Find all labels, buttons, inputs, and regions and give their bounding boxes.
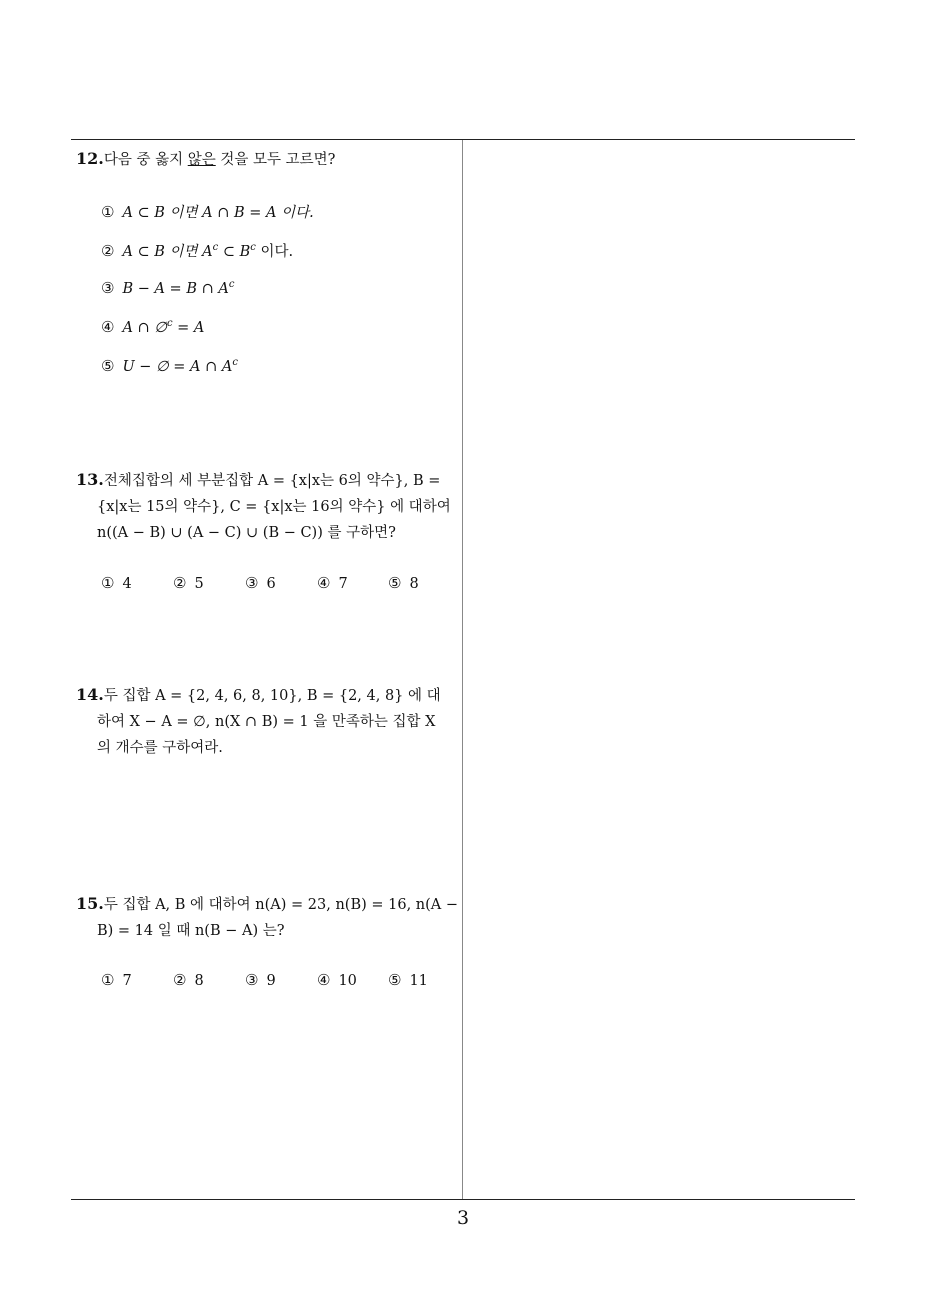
question-14-line-1 [76,682,458,709]
choice-text-mid: = A [172,320,205,336]
choice-text: A ⊂ B 이면 A [122,244,213,260]
question-number: 15. [76,894,104,913]
q15-option-5[interactable] [388,971,428,989]
q13-option-1[interactable] [101,574,132,592]
choice-mark: ④ [317,971,331,989]
question-15-line-1 [76,891,458,918]
choice-text-end: 이다. [255,244,294,260]
stem-underlined-word: 않은 [187,152,216,168]
choice-value: 6 [266,576,276,592]
question-12 [76,146,458,173]
choice-value: 11 [409,973,428,989]
stem-text: 두 집합 A, B 에 대하여 n(A) = 23, n(B) = 16, n(A − [103,897,459,913]
choice-text: A ⊂ B 이면 A ∩ B = A 이다. [122,205,314,221]
question-15 [76,891,458,944]
question-14 [76,682,458,761]
superscript: c [250,242,256,254]
superscript: c [212,242,219,254]
choice-mark: ③ [101,279,115,297]
question-13-line-3: n((A − B) ∪ (A − C) ∪ (B − C)) 를 구하면? [97,525,396,541]
top-rule [71,139,855,140]
question-14-line-2: 하여 X − A = ∅, n(X ∩ B) = 1 을 만족하는 집합 X [97,714,436,730]
q12-option-2[interactable] [101,240,293,261]
choice-mark: ② [173,971,187,989]
stem-text: 전체집합의 세 부분집합 A = {x|x는 6의 약수}, B = [103,473,441,489]
question-number: 14. [76,685,104,704]
superscript: c [228,279,235,291]
question-14-line-3: 의 개수를 구하여라. [97,740,223,756]
column-divider [462,140,463,1200]
choice-mark: ④ [317,574,331,592]
superscript: c [232,357,238,369]
stem-text-post: 것을 모두 고르면? [215,152,336,168]
stem-text-pre: 다음 중 옳지 [103,152,188,168]
choice-mark: ⑤ [388,971,402,989]
q12-option-3[interactable] [101,279,234,297]
choice-mark: ② [173,574,187,592]
choice-value: 8 [194,973,204,989]
q15-option-4[interactable] [317,971,357,989]
choice-value: 10 [338,973,357,989]
choice-mark: ⑤ [101,357,115,375]
question-number: 13. [76,470,104,489]
question-12-stem [76,146,458,173]
choice-value: 7 [338,576,348,592]
q12-option-4[interactable] [101,318,204,336]
choice-text: U − ∅ = A ∩ A [122,359,233,375]
choice-mark: ② [101,242,115,260]
q12-option-5[interactable] [101,357,238,375]
choice-text: B − A = B ∩ A [122,281,229,297]
choice-value: 7 [122,973,132,989]
choice-value: 9 [266,973,276,989]
stem-text: 두 집합 A = {2, 4, 6, 8, 10}, B = {2, 4, 8} 에 대 [103,688,441,704]
choice-mark: ① [101,203,115,221]
choice-text: A ∩ ∅ [122,320,167,336]
question-13-line-1 [76,467,458,494]
superscript: c [166,318,173,330]
choice-value: 8 [409,576,419,592]
q15-option-3[interactable] [245,971,276,989]
choice-value: 4 [122,576,132,592]
choice-mark: ① [101,971,115,989]
page-number: 3 [456,1207,470,1229]
question-number: 12. [76,149,104,168]
q13-option-3[interactable] [245,574,276,592]
q13-option-4[interactable] [317,574,348,592]
q13-option-2[interactable] [173,574,204,592]
choice-mark: ③ [245,971,259,989]
question-13-line-2: {x|x는 15의 약수}, C = {x|x는 16의 약수} 에 대하여 [97,499,451,515]
q13-option-5[interactable] [388,574,419,592]
question-13 [76,467,458,546]
bottom-rule [71,1199,855,1200]
q15-option-2[interactable] [173,971,204,989]
choice-text-mid: ⊂ B [218,244,251,260]
choice-mark: ⑤ [388,574,402,592]
choice-mark: ③ [245,574,259,592]
choice-mark: ④ [101,318,115,336]
q12-option-1[interactable] [101,201,314,222]
choice-mark: ① [101,574,115,592]
question-15-line-2: B) = 14 일 때 n(B − A) 는? [97,923,285,939]
q15-option-1[interactable] [101,971,132,989]
choice-value: 5 [194,576,204,592]
